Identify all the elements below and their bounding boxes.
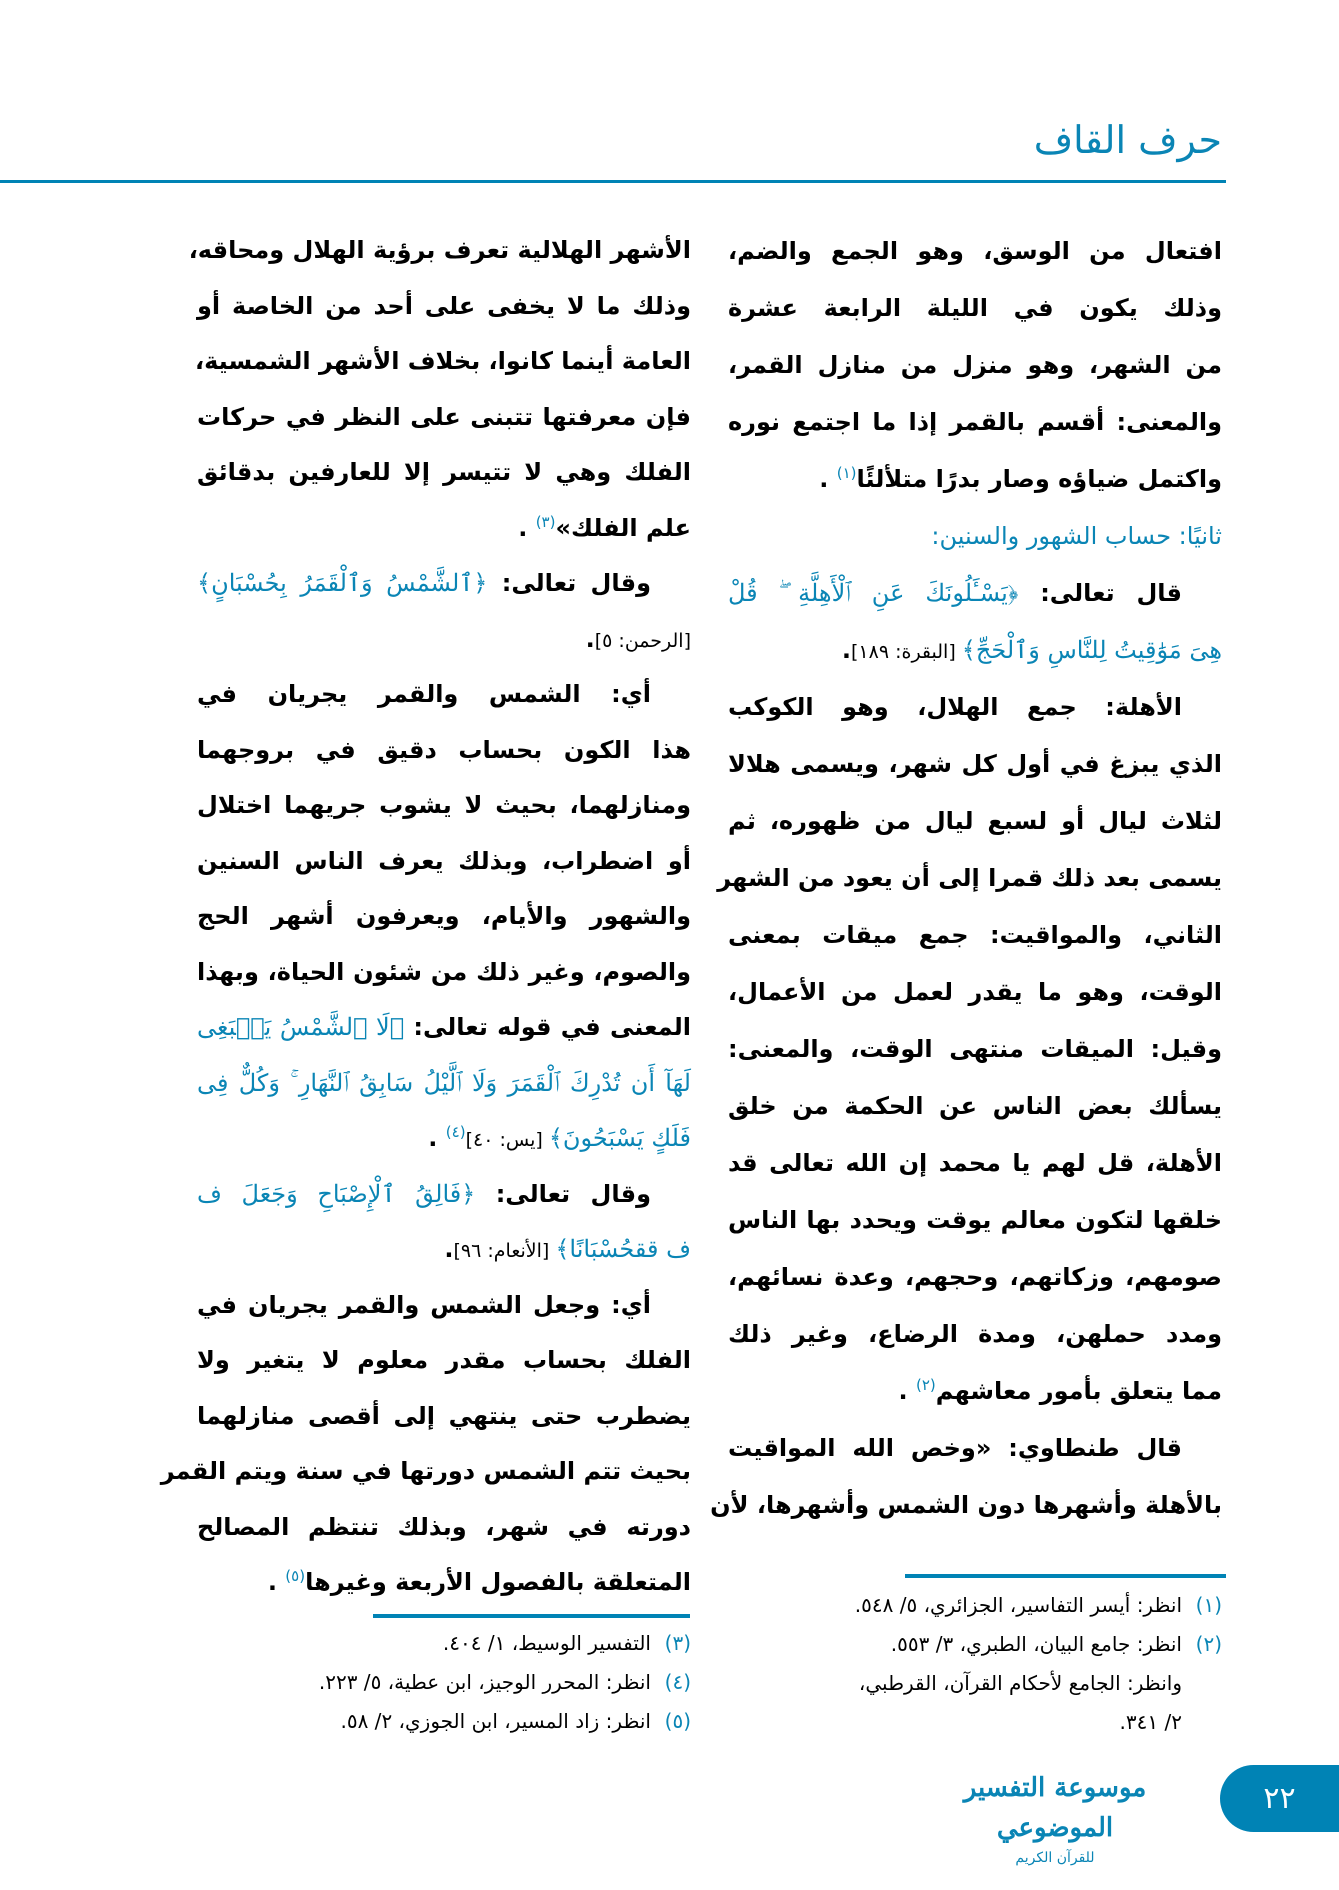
body-text: صومهم، وزكاتهم، وحجهم، وعدة نسائهم،: [728, 1263, 1222, 1291]
footnote-text: انظر: المحرر الوجيز، ابن عطية، ٥/ ٢٢٣.: [318, 1670, 651, 1694]
body-text: أي: الشمس والقمر يجريان في: [197, 680, 651, 708]
footnote: [197, 1702, 691, 1741]
footnotes-left: [197, 1624, 691, 1741]
footnotes-right: [728, 1586, 1222, 1742]
text-line: [197, 1000, 691, 1056]
text-line: [710, 1477, 1222, 1534]
text-line: [197, 501, 691, 557]
text-line: [197, 556, 691, 612]
footnote: [728, 1664, 1222, 1703]
footnote-text: انظر: زاد المسير، ابن الجوزي، ٢/ ٥٨.: [340, 1709, 651, 1733]
encyclopedia-logo: [930, 1768, 1180, 1866]
body-text: العامة أينما كانوا، بخلاف الأشهر الشمسية،: [194, 347, 691, 375]
body-text: ومدد حملهن، ومدة الرضاع، وغير ذلك: [728, 1320, 1222, 1348]
text-line: [728, 1078, 1222, 1135]
text-line: [728, 1306, 1222, 1363]
quran-verse: ﴿يَسْـَٔلُونَكَ عَنِ ٱلْأَهِلَّةِ ۖ قُلْ: [728, 579, 1019, 607]
text-line: [197, 390, 691, 446]
body-text: الفلك بحساب مقدر معلوم لا يتغير ولا: [197, 1346, 691, 1374]
text-line: [197, 1278, 691, 1334]
logo-title: موسوعة التفسير الموضوعي: [963, 1773, 1147, 1843]
footnote-number: (٥): [664, 1709, 691, 1733]
body-text: .: [841, 636, 851, 664]
body-text: المتعلقة بالفصول الأربعة وغيرها: [305, 1568, 691, 1596]
text-line: [728, 451, 1222, 508]
quran-verse: ف ققحُسْبَانًا﴾: [555, 1235, 691, 1263]
body-text: قال تعالى:: [1018, 579, 1182, 607]
footnote: [728, 1586, 1222, 1625]
text-line: [728, 1363, 1222, 1420]
text-line: [197, 279, 691, 335]
body-text: علم الفلك»: [555, 513, 691, 542]
body-text: خلقها لتكون معالم يوقت ويحدد بها الناس: [728, 1206, 1222, 1234]
text-line: [188, 223, 691, 279]
quran-verse: ﴿لَا ٱلشَّمْسُ يَنۢبَغِى: [197, 1013, 405, 1041]
body-text: وذلك يكون في الليلة الرابعة عشرة: [728, 294, 1222, 322]
text-line: [728, 280, 1222, 337]
body-text: والصوم، وغير ذلك من شئون الحياة، وبهذا: [197, 957, 691, 986]
text-line: [717, 850, 1222, 907]
body-text: يسمى بعد ذلك قمرا إلى أن يعود من الشهر: [717, 864, 1222, 892]
footnote-number: (٢): [1195, 1632, 1222, 1656]
body-text: .: [819, 465, 837, 493]
text-line: [728, 964, 1222, 1021]
text-line: [197, 1222, 691, 1278]
body-text: الثاني، والمواقيت: جمع ميقات بمعنى: [728, 921, 1222, 949]
body-text: وقيل: الميقات منتهى الوقت، والمعنى:: [728, 1035, 1222, 1063]
quran-verse: ﴿فَالِقُ ٱلْإِصْبَاحِ وَجَعَلَ ف: [197, 1179, 476, 1208]
body-text: الأهلة، قل لهم يا محمد إن الله تعالى قد: [728, 1149, 1222, 1177]
footnote-text: التفسير الوسيط، ١/ ٤٠٤.: [442, 1631, 651, 1655]
text-line: [197, 667, 691, 723]
text-line: [197, 1333, 691, 1389]
text-line: [728, 223, 1222, 280]
text-line: [197, 445, 691, 501]
text-line: [728, 1021, 1222, 1078]
page-number: ٢٢: [1263, 1781, 1296, 1816]
footnote-text: انظر: جامع البيان، الطبري، ٣/ ٥٥٣.: [890, 1632, 1182, 1656]
footnote-text: انظر: أيسر التفاسير، الجزائري، ٥/ ٥٤٨.: [854, 1593, 1182, 1617]
body-text: افتعال من الوسق، وهو الجمع والضم،: [728, 237, 1222, 265]
body-text: وقال تعالى:: [475, 1179, 652, 1208]
quran-verse: لَهَآ أَن تُدْرِكَ ٱلْقَمَرَ وَلَا ٱلَّيْلُ سَابِقُ ٱلنَّهَارِ ۚ وَكُلٌّ فِى: [197, 1068, 691, 1097]
body-text: والشهور والأيام، ويعرفون أشهر الحج: [197, 902, 691, 930]
body-text: .: [898, 1377, 916, 1405]
body-text: .: [428, 1124, 446, 1152]
text-line: [728, 1249, 1222, 1306]
body-text: من الشهر، وهو منزل من منازل القمر،: [728, 351, 1222, 379]
body-text: وذلك ما لا يخفى على أحد من الخاصة أو: [197, 291, 691, 320]
text-line: [197, 723, 691, 779]
text-line: [728, 793, 1222, 850]
text-line: [728, 622, 1222, 679]
text-line: [197, 1056, 691, 1112]
verse-reference: [الأنعام: ٩٦]: [453, 1240, 556, 1262]
body-text: لثلاث ليال أو لسبع ليال من ظهوره، ثم: [728, 807, 1222, 835]
body-text: الأهلة: جمع الهلال، وهو الكوكب: [728, 693, 1182, 721]
body-text: يضطرب حتى ينتهي إلى أقصى منازلهما: [197, 1401, 691, 1430]
body-text: .: [444, 1235, 454, 1263]
body-text: بالأهلة وأشهرها دون الشمس وأشهرها، لأن: [710, 1491, 1222, 1519]
verse-reference: [يس: ٤٠]: [465, 1129, 549, 1151]
body-text: أو اضطراب، وبذلك يعرف الناس السنين: [197, 846, 691, 875]
text-line: [197, 1389, 691, 1445]
text-line: [197, 1500, 691, 1556]
body-text: هذا الكون بحساب دقيق في بروجهما: [197, 735, 691, 764]
footnote-marker[interactable]: (٥): [285, 1567, 306, 1585]
verse-reference: [الرحمن: ٥]: [594, 629, 691, 652]
body-text: بحيث تتم الشمس دورتها في سنة ويتم القمر: [160, 1457, 691, 1485]
quran-verse: فَلَكٍ يَسْبَحُونَ﴾: [548, 1124, 691, 1152]
footnote-marker[interactable]: (٣): [535, 512, 556, 531]
footnote-divider-right: [905, 1574, 1226, 1578]
footnote-text: ٢/ ٣٤١.: [1119, 1710, 1182, 1734]
footnote-divider-left: [373, 1614, 690, 1618]
quran-verse: هِىَ مَوَٰقِيتُ لِلنَّاسِ وَٱلْحَجِّ﴾: [961, 636, 1222, 664]
right-column: [710, 223, 1222, 1534]
footnote-text: وانظر: الجامع لأحكام القرآن، القرطبي،: [858, 1671, 1182, 1695]
text-line: [197, 1111, 691, 1167]
text-line: [728, 679, 1222, 736]
header-divider: [0, 180, 1226, 183]
text-line: [728, 1192, 1222, 1249]
text-line: [728, 1420, 1222, 1477]
verse-reference: [البقرة: ١٨٩]: [851, 641, 962, 663]
body-text: ومنازلهما، بحيث لا يشوب جريهما اختلال: [197, 791, 691, 819]
body-text: أي: وجعل الشمس والقمر يجريان في: [197, 1290, 651, 1319]
footnote-number: (٤): [664, 1670, 691, 1694]
text-line: [197, 834, 691, 890]
text-line: [197, 612, 691, 668]
chapter-title: حرف القاف: [1033, 118, 1222, 162]
body-text: دورته في شهر، وبذلك تنتظم المصالح: [197, 1512, 691, 1541]
footnote: [728, 1703, 1222, 1742]
logo-subtitle: للقرآن الكريم: [1015, 1850, 1095, 1866]
footnote-marker[interactable]: (١): [836, 464, 857, 482]
text-line: [197, 1555, 691, 1611]
body-text: الذي يبزغ في أول كل شهر، ويسمى هلالا: [728, 750, 1222, 778]
text-line: [728, 337, 1222, 394]
body-text: قال طنطاوي: «وخص الله المواقيت: [728, 1434, 1182, 1462]
text-line: [197, 778, 691, 834]
footnote: [197, 1624, 691, 1663]
footnote-marker[interactable]: (٤): [445, 1123, 466, 1141]
text-line: [728, 736, 1222, 793]
body-text: يسألك بعض الناس عن الحكمة من خلق: [728, 1092, 1222, 1120]
text-line: [728, 394, 1222, 451]
text-line: [197, 889, 691, 945]
body-text: والمعنى: أقسم بالقمر إذا ما اجتمع نوره: [728, 408, 1222, 436]
text-line: [160, 1444, 691, 1500]
text-line: [728, 508, 1222, 565]
body-text: الوقت، وهو ما يقدر لعمل من الأعمال،: [728, 978, 1222, 1006]
footnote-marker[interactable]: (٢): [915, 1376, 936, 1394]
text-line: [728, 907, 1222, 964]
text-line: [197, 1167, 691, 1223]
body-text: .: [585, 624, 595, 653]
text-line: [728, 1135, 1222, 1192]
section-heading: ثانيًا: حساب الشهور والسنين:: [931, 522, 1222, 550]
text-line: [194, 334, 691, 390]
quran-verse: ﴿ٱلشَّمْسُ وَٱلْقَمَرُ بِحُسْبَانٍ﴾: [197, 569, 488, 597]
body-text: المعنى في قوله تعالى:: [404, 1013, 691, 1041]
text-line: [197, 945, 691, 1001]
footnote-number: (١): [1195, 1593, 1222, 1617]
body-text: .: [267, 1568, 286, 1596]
left-column: [160, 223, 691, 1611]
page-number-badge: [1220, 1765, 1339, 1832]
body-text: مما يتعلق بأمور معاشهم: [935, 1377, 1222, 1405]
body-text: الفلك وهي لا تتيسر إلا للعارفين بدقائق: [197, 458, 691, 486]
footnote-number: (٣): [664, 1631, 691, 1655]
footnote: [728, 1625, 1222, 1664]
text-line: [728, 565, 1222, 622]
body-text: الأشهر الهلالية تعرف برؤية الهلال ومحاقه،: [188, 236, 691, 264]
body-text: فإن معرفتها تتبنى على النظر في حركات: [197, 402, 691, 431]
footnote: [197, 1663, 691, 1702]
body-text: .: [518, 513, 536, 542]
body-text: واكتمل ضياؤه وصار بدرًا متلألئًا: [856, 465, 1222, 493]
body-text: وقال تعالى:: [487, 569, 652, 597]
